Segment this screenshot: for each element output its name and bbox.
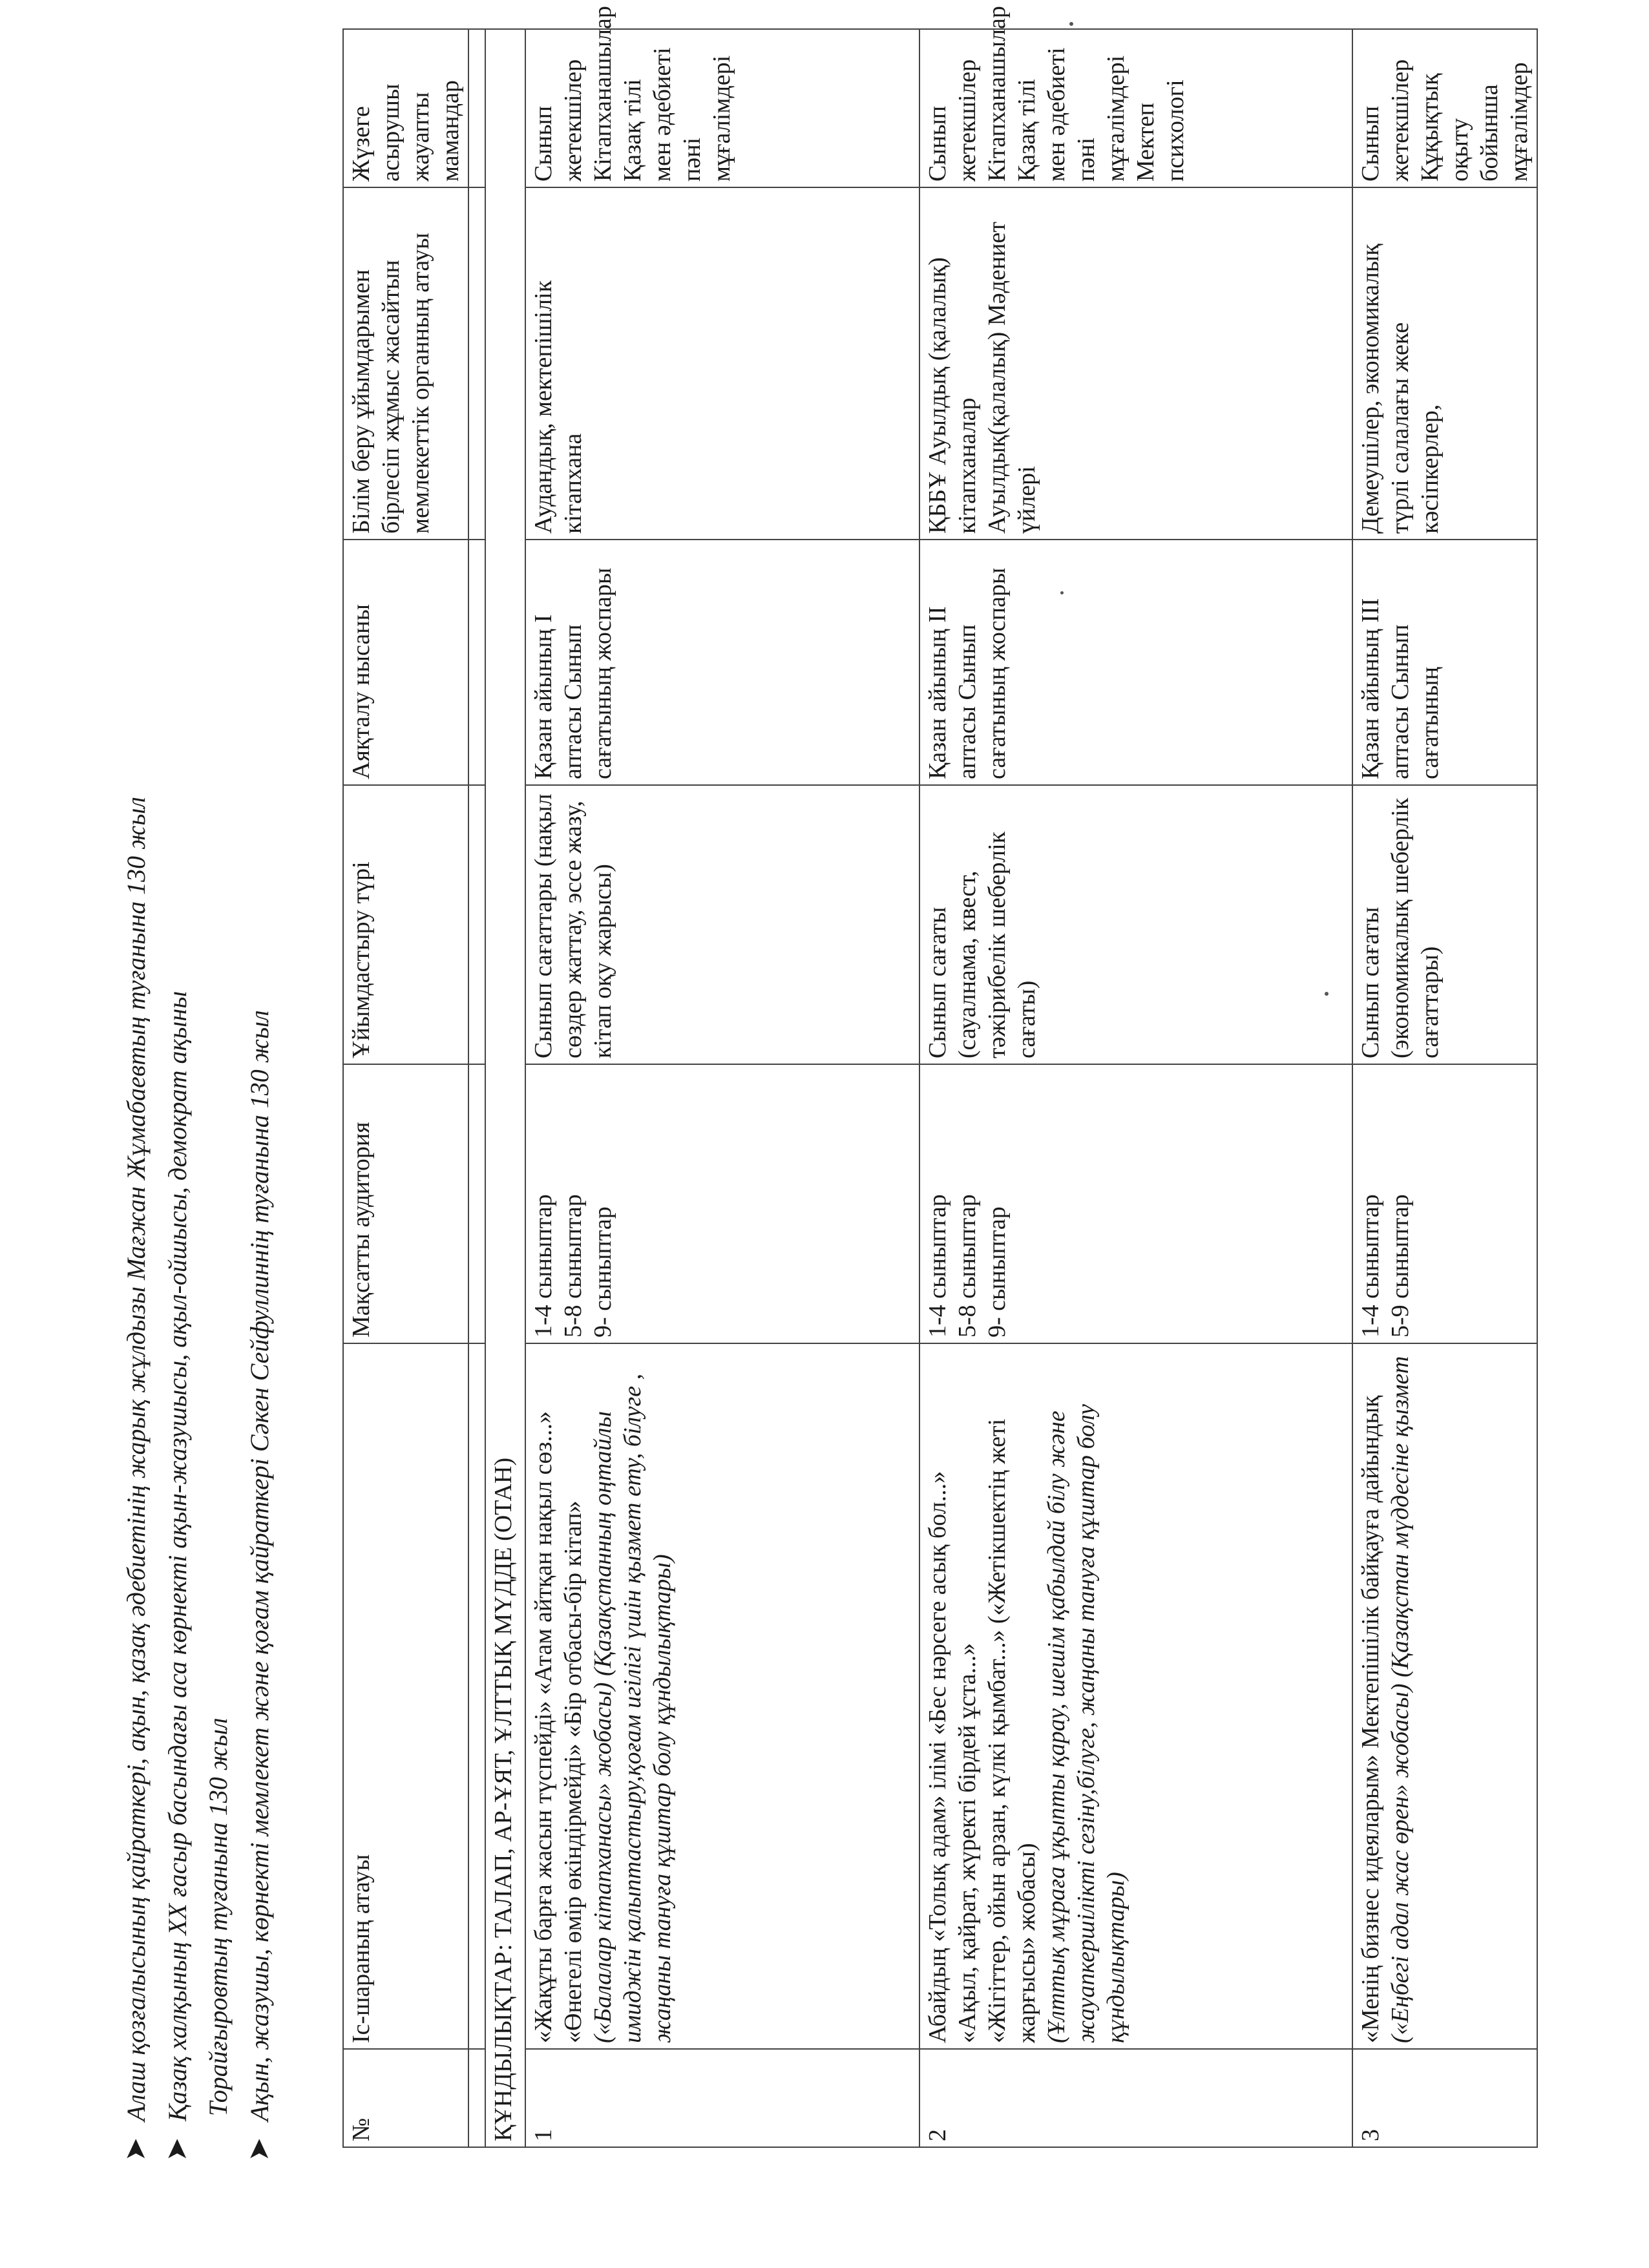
- event-note: («Еңбегі адал жас өрен» жобасы) (Қазақстан мүддесіне қызмет: [1387, 1356, 1414, 2043]
- anniversary-bullet-list: [115, 797, 280, 2161]
- row-number: 3: [1352, 2049, 1537, 2147]
- header-audience: Мақсатты аудитория: [343, 1064, 468, 1343]
- event-name-cell: [525, 1343, 919, 2049]
- event-line: «Жақұты барға жасын түспейді» «Атам айтқан нақыл сөз...»: [530, 1411, 557, 2043]
- responsible-cell: Сынып жетекшілер Кітапханашылар Қазақ тілі мен әдебиеті пәні мұғалімдері Мектеп психологі: [919, 29, 1352, 187]
- header-organization-form: Ұйымдастыру түрі: [343, 785, 468, 1064]
- agency-cell: Демеушілер, экономикалық түрлі салалағы жеке кәсіпкерлер,: [1352, 187, 1537, 540]
- bullet-text: Ақын, жазушы, көрнекті мемлекет және қоғам қайраткері Сәкен Сейфуллиннің туғанына 130 жыл: [245, 1010, 274, 2121]
- header-responsible: Жүзеге асырушы жауапты мамандар: [343, 29, 468, 187]
- completion-form-cell: Қазан айының ІІ аптасы Сынып сағатының жоспары: [919, 540, 1352, 785]
- organization-form-cell: Сынып сағаттары (нақыл сөздер жаттау, эссе жазу, кітап оқу жарысы): [525, 785, 919, 1064]
- agency-cell: Аудандық, мектепішілік кітапхана: [525, 187, 919, 540]
- event-note: (Ұлттық мұраға ұқыпты қарау, шешім қабылдай білу және жауапкершілікті сезіну,білуге, жаңаны тануға құштар болу құндылықтары): [1043, 1404, 1129, 2043]
- scan-speck: [1060, 591, 1064, 594]
- bullet-text: Қазақ халқының XX ғасыр басындағы аса көрнекті ақын-жазушысы, ақыл-ойшысы, демократ ақыны: [163, 991, 192, 2121]
- bullet-item: [115, 797, 156, 2161]
- scan-speck: [1325, 992, 1329, 996]
- arrow-bullet-icon: ➤: [161, 2137, 193, 2161]
- arrow-bullet-icon: ➤: [120, 2137, 151, 2161]
- event-note: («Балалар кітапханасы» жобасы) (Қазақстанның оңтайлы имиджін қалыптастыру,қоғам игілігі үшін қызмет ету, білуге , жаңаны тануға құштар болу құндылықтары): [589, 1373, 676, 2043]
- arrow-bullet-icon: ➤: [243, 2137, 275, 2161]
- section-row: [485, 29, 525, 2147]
- bullet-continuation: Торайғыровтың туғанына 130 жыл: [204, 1717, 233, 2116]
- table-row: [525, 29, 919, 2147]
- organization-form-cell: Сынып сағаты (экономикалық шеберлік сағаттары): [1352, 785, 1537, 1064]
- spacer-row: [468, 29, 485, 2147]
- event-line: «Ақыл, қайрат, жүректі бірдей ұста...»: [954, 1643, 981, 2043]
- completion-form-cell: Қазан айының І аптасы Сынып сағатының жоспары: [525, 540, 919, 785]
- agency-cell: ҚББҰ Ауылдық (қалалық) кітапханалар Ауылдық(қалалық) Мәдениет үйлері: [919, 187, 1352, 540]
- event-line: «Менің бизнес идеяларым» Мектепішілік байқауға дайындық: [1357, 1395, 1384, 2043]
- events-plan-table: [342, 6, 1538, 2148]
- bullet-item: [156, 797, 198, 2161]
- completion-form-cell: Қазан айының ІІІ аптасы Сынып сағатының: [1352, 540, 1537, 785]
- responsible-cell: Сынып жетекшілер Құқықтық оқыту бойынша мұғалімдер: [1352, 29, 1537, 187]
- table-row: [1352, 29, 1537, 2147]
- section-title: ҚҰНДЫЛЫҚТАР: ТАЛАП, АР-ҰЯТ, ҰЛТТЫҚ МҮДДЕ (ОТАН): [485, 29, 525, 2147]
- organization-form-cell: Сынып сағаты (сауалнама, квест, тәжірибелік шеберлік сағаты): [919, 785, 1352, 1064]
- row-number: 1: [525, 2049, 919, 2147]
- audience-cell: 1-4 сыныптар 5-9 сыныптар: [1352, 1064, 1537, 1343]
- event-name-cell: [1352, 1343, 1537, 2049]
- event-line: «Жігіттер, ойын арзан, күлкі қымбат...» («Жетікшектің жеті жарғысы» жобасы): [983, 1418, 1040, 2043]
- bullet-text: Алаш қозғалысының қайраткері, ақын, қазақ әдебиетінің жарық жұлдызы Мағжан Жұмабаевтың туғанына 130 жыл: [121, 797, 151, 2121]
- event-line: «Өнегелі өмір өкіндірмейді» «Бір отбасы-бір кітап»: [560, 1500, 587, 2043]
- header-state-agency: Білім беру ұйымдарымен бірлесіп жұмыс жасайтын мемлекеттік органның атауы: [343, 187, 468, 540]
- bullet-item: [238, 797, 280, 2161]
- responsible-cell: Сынып жетекшілер Кітапханашылар Қазақ тілі мен әдебиеті пәні мұғалімдері: [525, 29, 919, 187]
- audience-cell: 1-4 сыныптар 5-8 сыныптар 9- сыныптар: [919, 1064, 1352, 1343]
- row-number: 2: [919, 2049, 1352, 2147]
- header-event-name: Іс-шараның атауы: [343, 1343, 468, 2049]
- scan-speck: [1069, 22, 1073, 26]
- event-name-cell: [919, 1343, 1352, 2049]
- header-completion-form: Аяқталу нысаны: [343, 540, 468, 785]
- table-row: [919, 29, 1352, 2147]
- event-line: Абайдың «Толық адам» ілімі «Бес нәрсеге асық бол...»: [924, 1471, 951, 2043]
- audience-cell: 1-4 сыныптар 5-8 сыныптар 9- сыныптар: [525, 1064, 919, 1343]
- table-header-row: [343, 29, 468, 2147]
- header-number: №: [343, 2049, 468, 2147]
